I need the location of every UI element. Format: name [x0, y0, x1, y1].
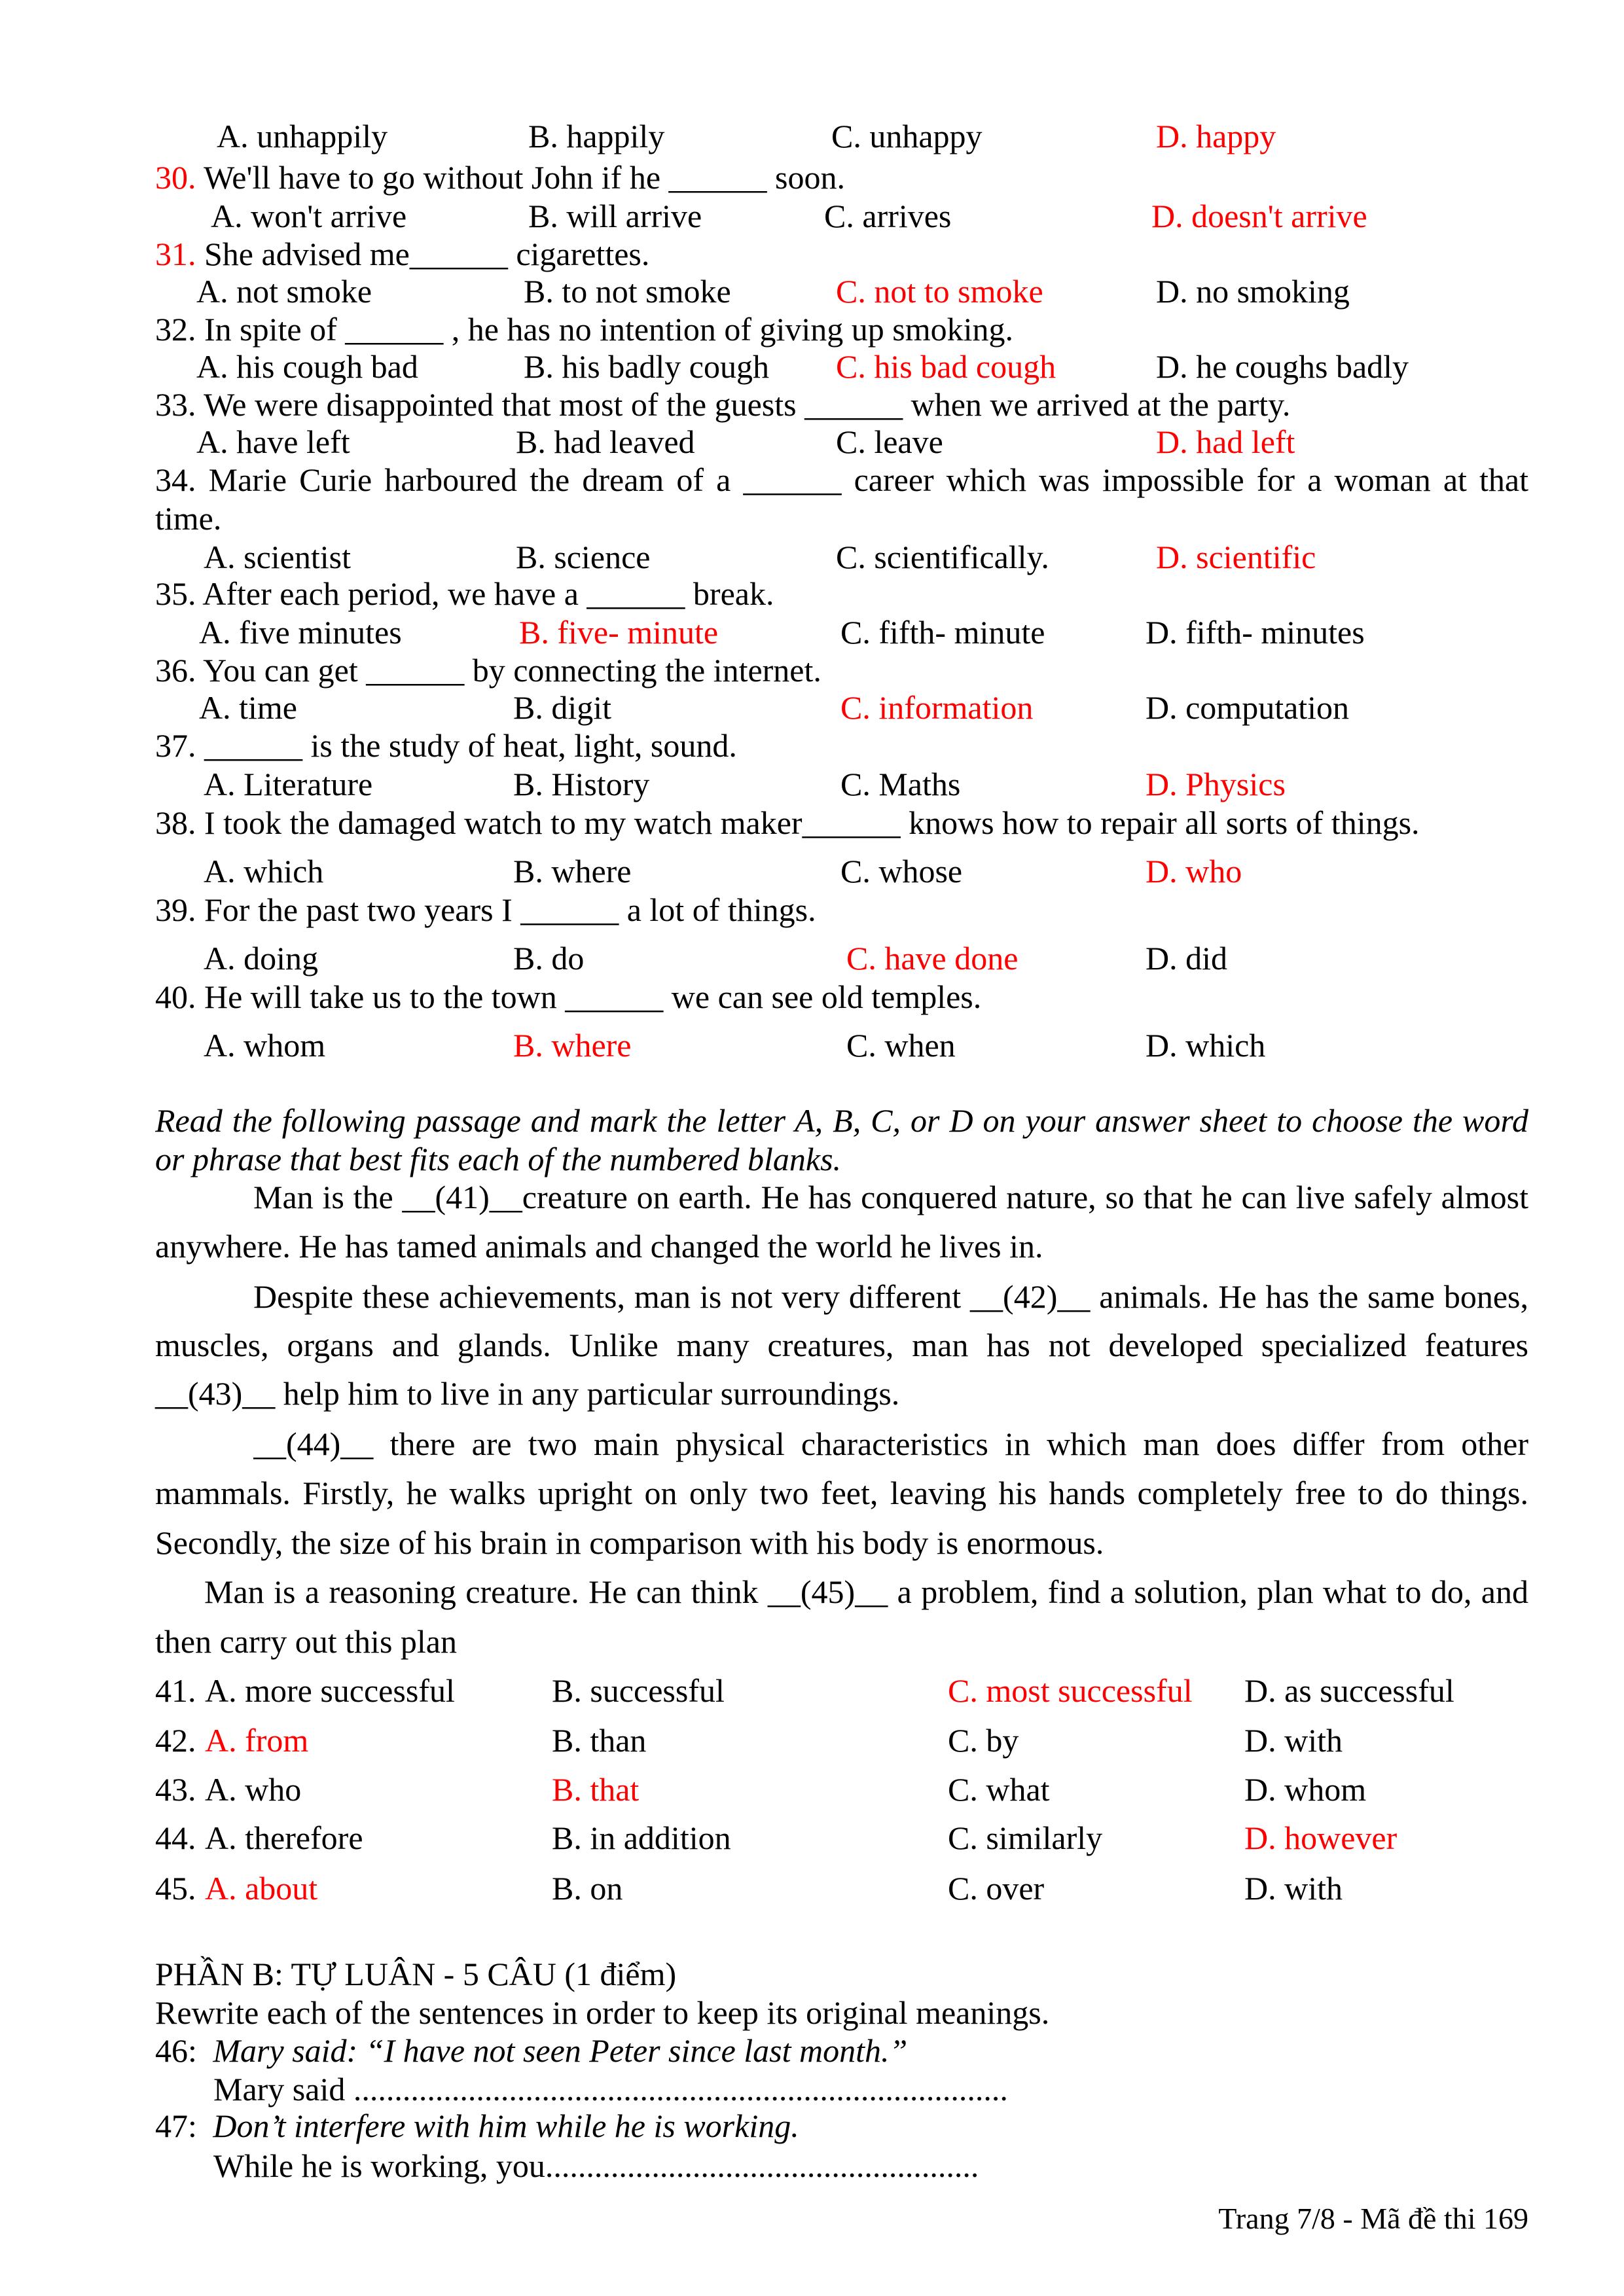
option-b: B. will arrive — [528, 198, 702, 234]
passage-line: __(43)__ help him to live in any particular surroundings. — [155, 1375, 900, 1412]
question-stem — [155, 159, 845, 196]
option-b: B. happily — [528, 118, 665, 154]
question-number: 45. — [155, 1870, 196, 1907]
option-c: C. when — [846, 1027, 956, 1064]
option-d-correct: D. had left — [1156, 423, 1295, 460]
item-prompt: Mary said: “I have not seen Peter since last month.” — [213, 2032, 908, 2069]
option-b: B. successful — [552, 1672, 725, 1709]
option-b-correct: B. five- minute — [519, 614, 719, 651]
passage-line: Man is a reasoning creature. He can think __(45)__ a problem, find a solution, plan what to do, and — [204, 1573, 1528, 1610]
option-d: D. with — [1244, 1722, 1343, 1759]
question-stem — [155, 804, 1420, 841]
option-d-correct: D. doesn't arrive — [1151, 198, 1367, 234]
option-a: A. therefore — [205, 1820, 363, 1856]
question-text: We were disappointed that most of the guests ______ when we arrived at the party. — [204, 386, 1291, 423]
option-c: C. scientifically. — [836, 539, 1049, 575]
option-d: D. he coughs badly — [1156, 348, 1409, 385]
question-number: 39. — [155, 891, 196, 928]
question-text: For the past two years I ______ a lot of things. — [204, 891, 816, 928]
question-stem — [155, 461, 1528, 498]
question-stem — [155, 386, 1290, 423]
option-b: B. science — [516, 539, 651, 575]
question-text: She advised me______ cigarettes. — [204, 236, 650, 272]
question-number: 41. — [155, 1672, 196, 1709]
option-a: A. five minutes — [199, 614, 402, 651]
question-stem — [155, 891, 816, 928]
question-text: In spite of ______ , he has no intention of giving up smoking. — [204, 311, 1014, 348]
option-d: D. fifth- minutes — [1146, 614, 1365, 651]
option-b: B. than — [552, 1722, 647, 1759]
option-a: A. whom — [204, 1027, 326, 1064]
question-number: 42. — [155, 1722, 196, 1759]
option-b: B. in addition — [552, 1820, 731, 1856]
question-number: 31. — [155, 236, 196, 272]
section-title: PHẦN B: TỰ LUÂN - 5 CÂU (1 điểm) — [155, 1956, 677, 1992]
option-d-correct: D. Physics — [1146, 766, 1286, 802]
option-a: A. his cough bad — [196, 348, 418, 385]
question-stem — [155, 575, 774, 612]
option-c: C. whose — [840, 853, 963, 889]
passage-line: Despite these achievements, man is not very different __(42)__ animals. He has the same bones, — [253, 1278, 1528, 1315]
question-stem — [155, 978, 981, 1015]
option-b: B. had leaved — [516, 423, 695, 460]
option-b: B. to not smoke — [524, 273, 731, 310]
option-d: D. did — [1146, 940, 1227, 977]
option-a: A. have left — [196, 423, 350, 460]
option-d: D. whom — [1244, 1771, 1367, 1808]
option-c: C. arrives — [824, 198, 952, 234]
question-number: 44. — [155, 1820, 196, 1856]
reading-instruction-line-1: Read the following passage and mark the letter A, B, C, or D on your answer sheet to choose the word — [155, 1102, 1528, 1139]
question-number: 33. — [155, 386, 196, 423]
option-b: B. his badly cough — [524, 348, 769, 385]
option-a-correct: A. from — [205, 1722, 309, 1759]
option-b: B. where — [513, 853, 632, 889]
passage-line: anywhere. He has tamed animals and changed the world he lives in. — [155, 1228, 1043, 1265]
question-text: You can get ______ by connecting the internet. — [203, 652, 821, 689]
option-c: C. over — [948, 1870, 1045, 1907]
option-c: C. by — [948, 1722, 1019, 1759]
question-number: 37. — [155, 727, 196, 764]
option-b: B. digit — [513, 689, 612, 726]
question-text: I took the damaged watch to my watch maker______ knows how to repair all sorts of things. — [204, 804, 1420, 841]
passage-line: __(44)__ there are two main physical characteristics in which man does differ from other — [253, 1426, 1528, 1462]
option-c: C. fifth- minute — [840, 614, 1045, 651]
question-number: 35. — [155, 575, 196, 612]
passage-line: Man is the __(41)__creature on earth. He has conquered nature, so that he can live safely almost — [253, 1179, 1528, 1215]
rewrite-item-46 — [155, 2032, 907, 2069]
question-number: 34. — [155, 461, 196, 498]
option-a-correct: A. about — [205, 1870, 318, 1907]
option-d-correct: D. however — [1244, 1820, 1398, 1856]
passage-line: then carry out this plan — [155, 1623, 457, 1660]
option-c: C. what — [948, 1771, 1050, 1808]
option-b: B. History — [513, 766, 650, 802]
question-text: We'll have to go without John if he ______ soon. — [204, 159, 845, 196]
option-d: D. computation — [1146, 689, 1350, 726]
reading-instruction-line-2: or phrase that best fits each of the numbered blanks. — [155, 1141, 842, 1177]
question-stem — [155, 236, 649, 272]
answer-line-46[interactable]: Mary said ................................................................................ — [213, 2071, 1008, 2108]
option-a: A. doing — [204, 940, 318, 977]
question-number: 40. — [155, 978, 196, 1015]
question-text: ______ is the study of heat, light, sound. — [204, 727, 737, 764]
option-c-correct: C. have done — [846, 940, 1019, 977]
question-text-continued: time. — [155, 500, 222, 537]
option-c-correct: C. his bad cough — [836, 348, 1056, 385]
question-number: 43. — [155, 1771, 196, 1808]
option-a: A. scientist — [204, 539, 351, 575]
passage-line: Secondly, the size of his brain in comparison with his body is enormous. — [155, 1524, 1104, 1561]
question-text: After each period, we have a ______ break. — [202, 575, 774, 612]
option-b-correct: B. where — [513, 1027, 632, 1064]
option-c: C. leave — [836, 423, 943, 460]
option-b: B. do — [513, 940, 585, 977]
option-c: C. similarly — [948, 1820, 1103, 1856]
option-d-correct: D. who — [1146, 853, 1242, 889]
question-stem — [155, 727, 737, 764]
option-c-correct: C. most successful — [948, 1672, 1193, 1709]
option-d: D. as successful — [1244, 1672, 1454, 1709]
question-text: He will take us to the town ______ we can see old temples. — [204, 978, 982, 1015]
option-a: A. won't arrive — [211, 198, 407, 234]
passage-line: muscles, organs and glands. Unlike many creatures, man has not developed specialized features — [155, 1327, 1528, 1363]
question-number: 32. — [155, 311, 196, 348]
option-b: B. on — [552, 1870, 623, 1907]
question-number: 30. — [155, 159, 196, 196]
passage-line: mammals. Firstly, he walks upright on only two feet, leaving his hands completely free to do things. — [155, 1475, 1528, 1511]
option-a: A. unhappily — [217, 118, 388, 154]
option-d: D. no smoking — [1156, 273, 1350, 310]
option-a: A. which — [204, 853, 324, 889]
option-a: A. who — [205, 1771, 302, 1808]
option-d: D. with — [1244, 1870, 1343, 1907]
rewrite-item-47 — [155, 2108, 799, 2144]
question-stem — [155, 652, 821, 689]
page-footer: Trang 7/8 - Mã đề thi 169 — [1218, 2202, 1528, 2235]
section-instruction: Rewrite each of the sentences in order to keep its original meanings. — [155, 1994, 1050, 2031]
question-number: 38. — [155, 804, 196, 841]
option-d: D. which — [1146, 1027, 1266, 1064]
item-number: 46: — [155, 2032, 197, 2069]
option-c-correct: C. not to smoke — [836, 273, 1043, 310]
option-d-correct: D. scientific — [1156, 539, 1316, 575]
item-number: 47: — [155, 2108, 197, 2144]
option-b-correct: B. that — [552, 1771, 640, 1808]
question-text: Marie Curie harboured the dream of a ______ career which was impossible for a woman at that — [208, 461, 1528, 498]
option-c-correct: C. information — [840, 689, 1034, 726]
option-a: A. time — [199, 689, 297, 726]
option-c: C. Maths — [840, 766, 961, 802]
question-stem — [155, 311, 1013, 348]
item-prompt: Don’t interfere with him while he is working. — [213, 2108, 799, 2144]
option-c: C. unhappy — [831, 118, 983, 154]
option-a: A. not smoke — [196, 273, 372, 310]
option-a: A. more successful — [205, 1672, 455, 1709]
question-number: 36. — [155, 652, 196, 689]
option-a: A. Literature — [204, 766, 373, 802]
answer-line-47[interactable]: While he is working, you..................................................... — [213, 2147, 979, 2184]
option-d-correct: D. happy — [1156, 118, 1276, 154]
